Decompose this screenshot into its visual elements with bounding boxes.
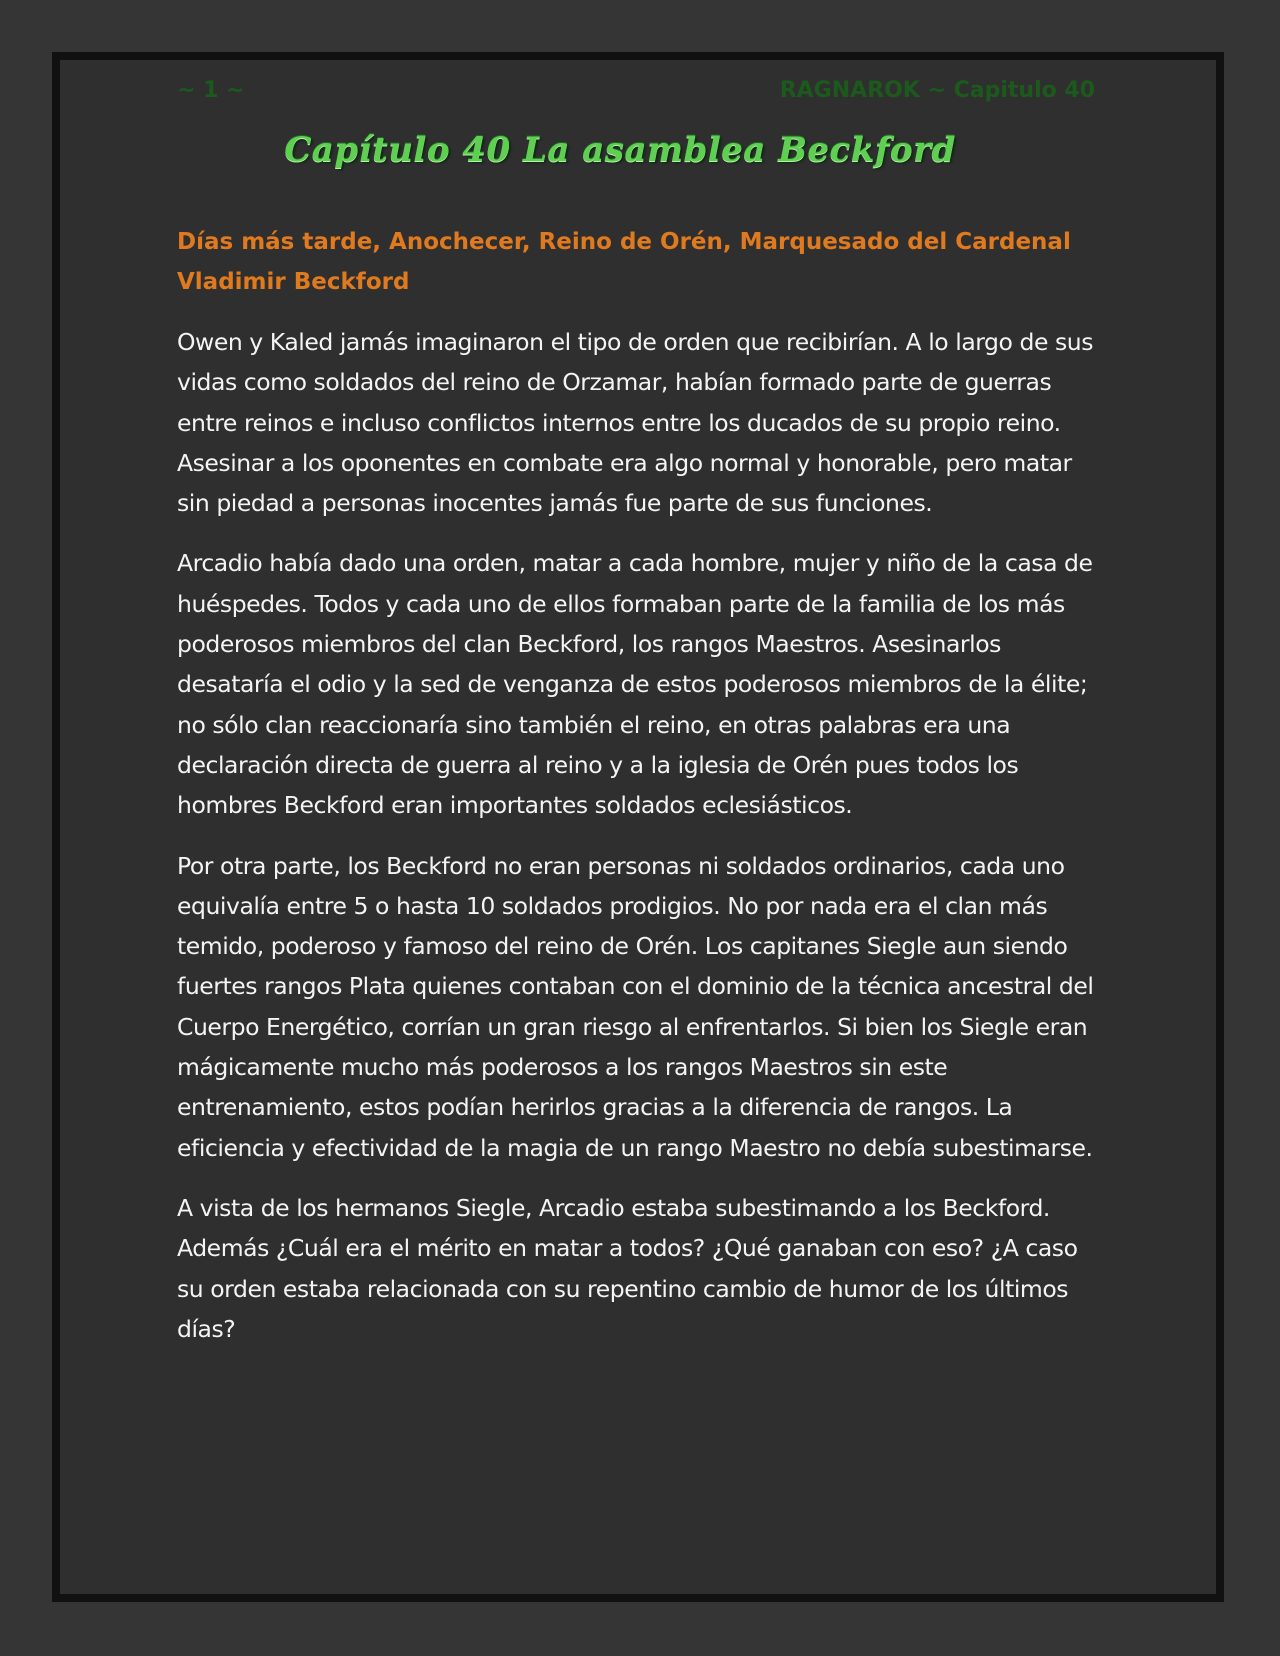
- body-paragraph: A vista de los hermanos Siegle, Arcadio estaba subestimando a los Beckford. Además ¿Cuál era el mérito en matar a todos? ¿Qué ganaban con eso? ¿A caso su orden estaba relacionada con su repentino cambio de humor de los últimos días?: [177, 1193, 1078, 1343]
- page-content: [177, 60, 1103, 1349]
- body-paragraph: Por otra parte, los Beckford no eran personas ni soldados ordinarios, cada uno equivalía entre 5 o hasta 10 soldados prodigios. No por nada era el clan más temido, poderoso y famoso del reino de Orén. Los capitanes Siegle aun siendo fuertes rangos Plata quienes contaban con el dominio de la técnica ancestral del Cuerpo Energético, corrían un gran riesgo al enfrentarlos. Si bien los Siegle eran mágicamente mucho más poderosos a los rangos Maestros sin este entrenamiento, estos podían herirlos gracias a la diferencia de rangos. La eficiencia y efectividad de la magia de un rango Maestro no debía subestimarse.: [177, 851, 1094, 1162]
- scene-heading: Días más tarde, Anochecer, Reino de Orén, Marquesado del Cardenal Vladimir Beckford: [177, 229, 1071, 295]
- book-reference: RAGNAROK ~ Capitulo 40: [779, 78, 1095, 103]
- chapter-title: Capítulo 40 La asamblea Beckford: [284, 130, 956, 170]
- body-paragraph: Arcadio había dado una orden, matar a cada hombre, mujer y niño de la casa de huéspedes. Todos y cada uno de ellos formaban parte de la familia de los más poderosos miembros del clan Beckford, los rangos Maestros. Asesinarlos desataría el odio y la sed de venganza de estos poderosos miembros de la élite; no sólo clan reaccionaría sino también el reino, en otras palabras era una declaración directa de guerra al reino y a la iglesia de Orén pues todos los hombres Beckford eran importantes soldados eclesiásticos.: [177, 549, 1093, 820]
- running-header: [177, 60, 1103, 130]
- body-paragraph: Owen y Kaled jamás imaginaron el tipo de orden que recibirían. A lo largo de sus vidas como soldados del reino de Orzamar, habían formado parte de guerras entre reinos e incluso conflictos internos entre los ducados de su propio reino. Asesinar a los oponentes en combate era algo normal y honorable, pero matar sin piedad a personas inocentes jamás fue parte de sus funciones.: [177, 328, 1094, 518]
- page-number: ~ 1 ~: [177, 78, 245, 103]
